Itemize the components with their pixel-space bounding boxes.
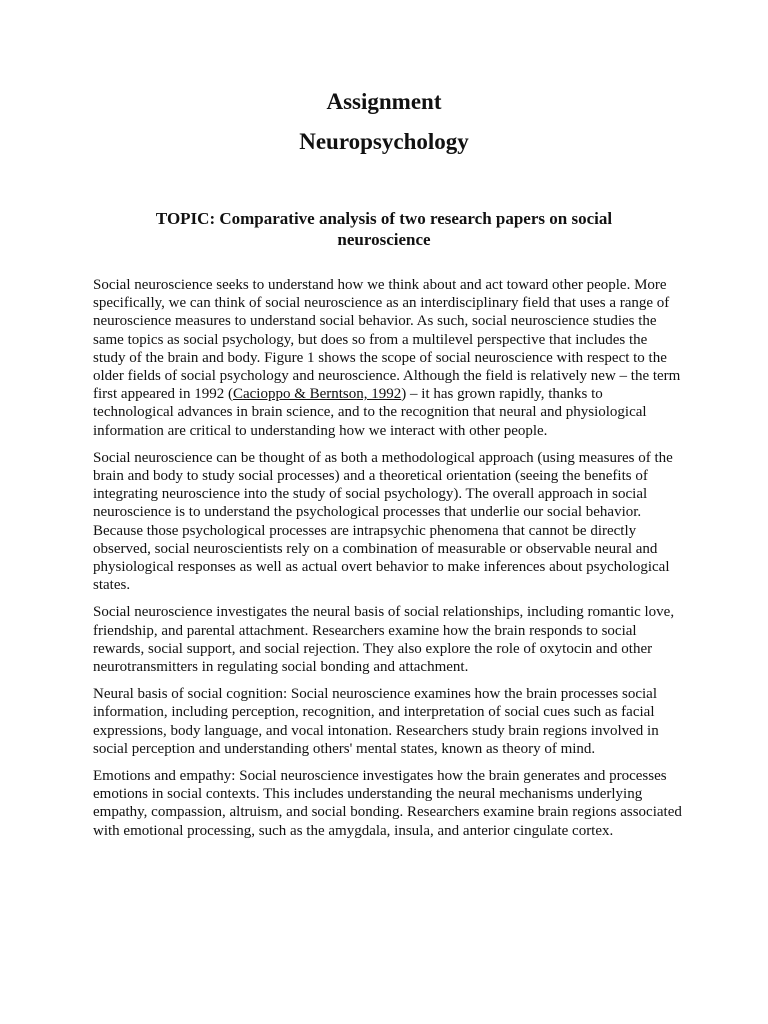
topic-heading: TOPIC: Comparative analysis of two research papers on social neuroscience — [155, 209, 613, 249]
paragraph-4: Neural basis of social cognition: Social neuroscience examines how the brain processes social information, including perception, recognition, and interpretation of social cues such as facial expressions, body language, and vocal intonation. Researchers study brain regions involved in social perception and understanding others' mental states, known as theory of mind. — [93, 686, 659, 757]
body-text — [93, 276, 683, 849]
paragraph-1 — [93, 276, 683, 440]
document-title: Assignment — [326, 89, 442, 114]
paragraph-1-end: ) – it has grown rapidly, thanks to technological advances in brain science, and to the recognition that neural and physiological information are critical to understanding how we interact with other people. — [93, 386, 647, 439]
paragraph-1-start: Social neuroscience seeks to understand how we think about and act toward other people. More specifically, we can think of social neuroscience as an interdisciplinary field that uses a range of neuroscience measures to understand social behavior. As such, social neuroscience studies the same topics as social psychology, but does so from a multilevel perspective that includes the study of the brain and body. Figure 1 shows the scope of social neuroscience with respect to the older fields of social psychology and neuroscience. Although the field is relatively new – the term first appeared in 1992 ( — [93, 277, 681, 403]
paragraph-2: Social neuroscience can be thought of as both a methodological approach (using measures of the brain and body to study social processes) and a theoretical orientation (seeing the benefits of integrating neuroscience into the study of social psychology). The overall approach in social neuroscience is to understand the psychological processes that underlie our social behavior. Because those psychological processes are intrapsychic phenomena that cannot be directly observed, social neuroscientists rely on a combination of measurable or observable neural and physiological responses as well as actual overt behavior to make inferences about psychological states. — [93, 449, 673, 594]
paragraph-3: Social neuroscience investigates the neural basis of social relationships, including romantic love, friendship, and parental attachment. Researchers examine how the brain responds to social rewards, social support, and social rejection. They also explore the role of oxytocin and other neurotransmitters in regulating social bonding and attachment. — [93, 604, 675, 676]
paragraph-5: Emotions and empathy: Social neuroscience investigates how the brain generates and processes emotions in social contexts. This includes understanding the neural mechanisms underlying empathy, compassion, altruism, and social bonding. Researchers examine brain regions associated with emotional processing, such as the amygdala, insula, and anterior cingulate cortex. — [93, 768, 682, 839]
citation-link[interactable]: Cacioppo & Berntson, 1992 — [232, 386, 402, 403]
document-subtitle: Neuropsychology — [299, 129, 469, 154]
